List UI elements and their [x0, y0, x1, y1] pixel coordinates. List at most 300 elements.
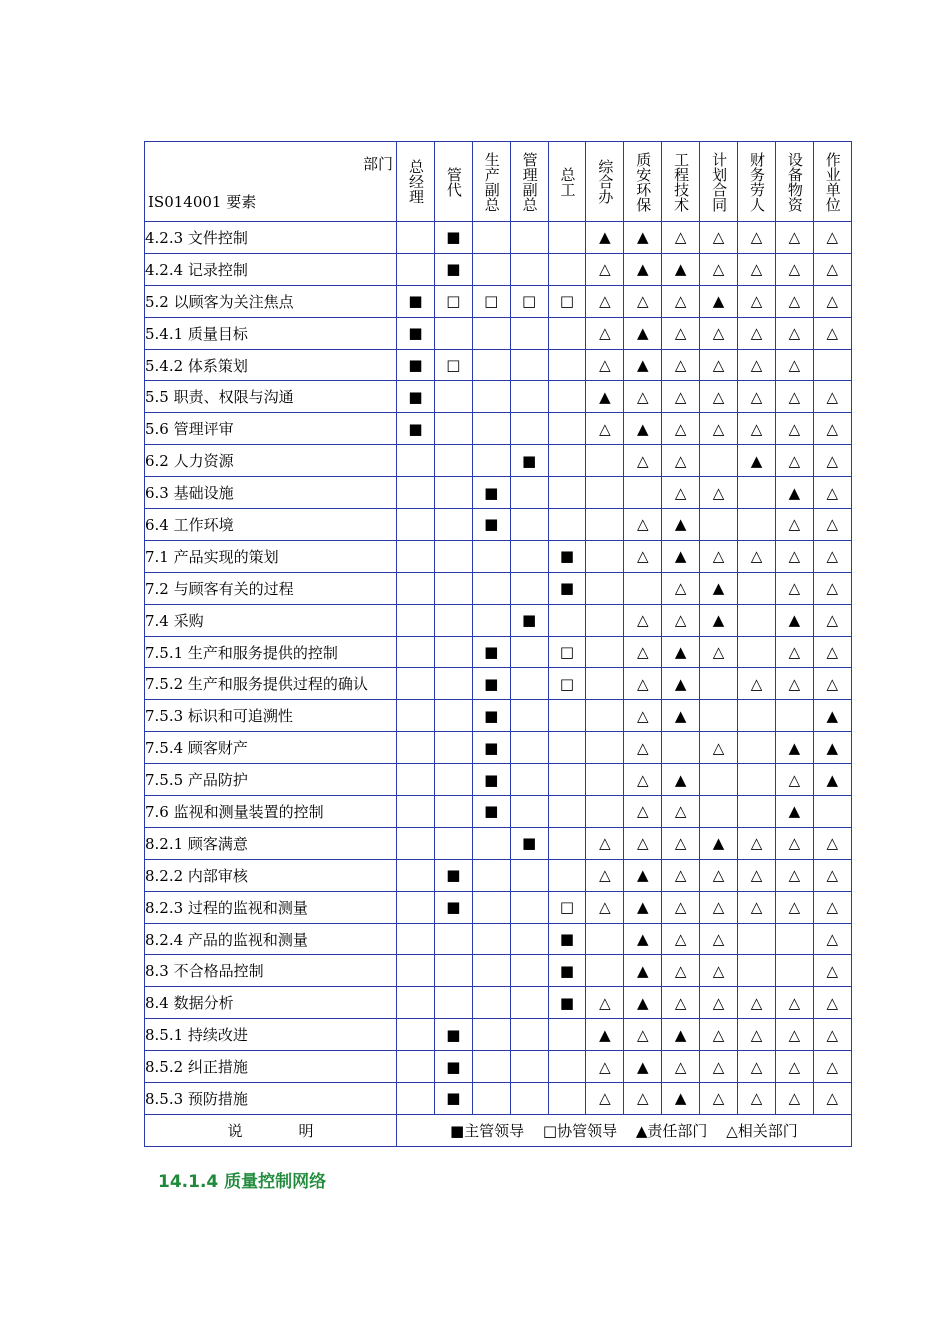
responsibility-mark-cell [548, 317, 586, 349]
table-row [145, 764, 852, 796]
responsibility-mark-cell [700, 796, 738, 828]
responsibility-mark-cell [397, 636, 435, 668]
responsibility-mark-cell: △ [775, 572, 813, 604]
responsibility-mark-cell: △ [700, 317, 738, 349]
responsibility-mark-cell: △ [775, 668, 813, 700]
responsibility-mark-cell [434, 540, 472, 572]
responsibility-mark-cell [472, 381, 510, 413]
responsibility-mark-cell: ▲ [624, 859, 662, 891]
responsibility-mark-cell: △ [813, 987, 851, 1019]
table-row [145, 1051, 852, 1083]
responsibility-mark-cell: ■ [510, 604, 548, 636]
responsibility-mark-cell: △ [700, 381, 738, 413]
responsibility-mark-cell: △ [738, 540, 776, 572]
responsibility-mark-cell [472, 1083, 510, 1115]
table-body [145, 222, 852, 1115]
responsibility-mark-cell: △ [738, 1083, 776, 1115]
responsibility-mark-cell: ▲ [662, 1019, 700, 1051]
responsibility-mark-cell: △ [813, 222, 851, 254]
responsibility-mark-cell: △ [738, 859, 776, 891]
department-name: 质安环保 [634, 151, 653, 212]
responsibility-mark-cell: △ [624, 540, 662, 572]
responsibility-mark-cell: △ [738, 317, 776, 349]
responsibility-mark-cell: △ [662, 891, 700, 923]
responsibility-mark-cell: □ [548, 668, 586, 700]
responsibility-mark-cell: △ [813, 509, 851, 541]
responsibility-mark-cell [813, 349, 851, 381]
responsibility-mark-cell [586, 955, 624, 987]
responsibility-mark-cell: ▲ [662, 700, 700, 732]
responsibility-mark-cell [510, 540, 548, 572]
department-name: 管理副总 [520, 151, 539, 212]
responsibility-mark-cell [738, 604, 776, 636]
responsibility-mark-cell: ▲ [624, 317, 662, 349]
responsibility-mark-cell: ■ [397, 349, 435, 381]
responsibility-mark-cell: △ [813, 477, 851, 509]
responsibility-mark-cell: △ [700, 732, 738, 764]
responsibility-mark-cell: ▲ [813, 732, 851, 764]
responsibility-mark-cell [775, 700, 813, 732]
responsibility-mark-cell: △ [738, 1051, 776, 1083]
table-row [145, 509, 852, 541]
responsibility-mark-cell: △ [813, 604, 851, 636]
responsibility-mark-cell [510, 796, 548, 828]
responsibility-mark-cell [548, 827, 586, 859]
responsibility-mark-cell [472, 604, 510, 636]
department-header-cell [434, 142, 472, 222]
responsibility-mark-cell: △ [700, 1019, 738, 1051]
responsibility-mark-cell: △ [738, 349, 776, 381]
responsibility-mark-cell [624, 477, 662, 509]
responsibility-mark-cell [434, 764, 472, 796]
responsibility-mark-cell: △ [775, 413, 813, 445]
responsibility-mark-cell [434, 604, 472, 636]
responsibility-mark-cell [510, 381, 548, 413]
table-row [145, 540, 852, 572]
responsibility-mark-cell [434, 700, 472, 732]
responsibility-mark-cell: △ [775, 381, 813, 413]
responsibility-mark-cell [397, 764, 435, 796]
element-name-cell: 8.2.4 产品的监视和测量 [145, 923, 397, 955]
responsibility-mark-cell [548, 1051, 586, 1083]
responsibility-mark-cell [510, 955, 548, 987]
responsibility-mark-cell: △ [624, 1019, 662, 1051]
responsibility-mark-cell [738, 700, 776, 732]
responsibility-mark-cell [586, 540, 624, 572]
responsibility-mark-cell: △ [813, 891, 851, 923]
table-row [145, 891, 852, 923]
responsibility-mark-cell [434, 572, 472, 604]
responsibility-mark-cell [397, 700, 435, 732]
element-name-cell: 4.2.3 文件控制 [145, 222, 397, 254]
responsibility-mark-cell: △ [662, 923, 700, 955]
responsibility-mark-cell: △ [586, 859, 624, 891]
element-name-cell: 7.5.1 生产和服务提供的控制 [145, 636, 397, 668]
responsibility-mark-cell [397, 1051, 435, 1083]
responsibility-mark-cell [738, 509, 776, 541]
responsibility-mark-cell: △ [662, 317, 700, 349]
department-name: 总经理 [406, 159, 425, 204]
responsibility-mark-cell [510, 349, 548, 381]
responsibility-mark-cell [700, 700, 738, 732]
responsibility-mark-cell: ▲ [775, 732, 813, 764]
responsibility-mark-cell: ▲ [624, 349, 662, 381]
department-header-cell [397, 142, 435, 222]
responsibility-mark-cell: △ [662, 987, 700, 1019]
table-row [145, 604, 852, 636]
department-header-cell [472, 142, 510, 222]
legend-main-leader: ■主管领导 [449, 1121, 525, 1140]
responsibility-mark-cell: △ [775, 891, 813, 923]
responsibility-mark-cell: △ [624, 764, 662, 796]
responsibility-mark-cell: △ [700, 636, 738, 668]
responsibility-mark-cell: ▲ [624, 413, 662, 445]
responsibility-mark-cell: △ [738, 413, 776, 445]
element-name-cell: 6.4 工作环境 [145, 509, 397, 541]
responsibility-mark-cell: △ [624, 1083, 662, 1115]
responsibility-mark-cell [738, 764, 776, 796]
responsibility-mark-cell: ■ [434, 1083, 472, 1115]
responsibility-mark-cell [397, 445, 435, 477]
responsibility-mark-cell [548, 349, 586, 381]
responsibility-mark-cell: ▲ [586, 222, 624, 254]
responsibility-mark-cell: △ [662, 349, 700, 381]
element-name-cell: 8.5.2 纠正措施 [145, 1051, 397, 1083]
department-name: 工程技术 [672, 151, 691, 212]
table-row [145, 317, 852, 349]
responsibility-mark-cell: ■ [434, 222, 472, 254]
table-row [145, 796, 852, 828]
responsibility-mark-cell [510, 1019, 548, 1051]
responsibility-mark-cell [472, 923, 510, 955]
responsibility-mark-cell [510, 891, 548, 923]
responsibility-mark-cell: △ [775, 445, 813, 477]
responsibility-mark-cell [738, 477, 776, 509]
responsibility-mark-cell: △ [586, 285, 624, 317]
responsibility-mark-cell: ■ [434, 891, 472, 923]
responsibility-mark-cell [397, 732, 435, 764]
responsibility-mark-cell [548, 477, 586, 509]
responsibility-mark-cell [738, 636, 776, 668]
responsibility-mark-cell: △ [700, 222, 738, 254]
responsibility-mark-cell: △ [775, 509, 813, 541]
department-header-cell [738, 142, 776, 222]
responsibility-mark-cell: △ [738, 285, 776, 317]
responsibility-mark-cell: △ [775, 987, 813, 1019]
department-header-cell [510, 142, 548, 222]
responsibility-mark-cell [397, 668, 435, 700]
responsibility-mark-cell [510, 477, 548, 509]
department-header-cell [662, 142, 700, 222]
element-name-cell: 7.5.2 生产和服务提供过程的确认 [145, 668, 397, 700]
responsibility-mark-cell: △ [700, 1083, 738, 1115]
responsibility-mark-cell: △ [813, 1083, 851, 1115]
responsibility-mark-cell [548, 700, 586, 732]
responsibility-mark-cell: ■ [472, 668, 510, 700]
element-axis-label: IS014001 要素 [148, 193, 257, 211]
responsibility-mark-cell [472, 572, 510, 604]
department-header-cell [624, 142, 662, 222]
responsibility-mark-cell [397, 604, 435, 636]
responsibility-mark-cell: ■ [434, 253, 472, 285]
table-row [145, 222, 852, 254]
responsibility-mark-cell: △ [624, 285, 662, 317]
responsibility-mark-cell: △ [700, 955, 738, 987]
responsibility-mark-cell [397, 955, 435, 987]
responsibility-mark-cell [548, 1083, 586, 1115]
responsibility-mark-cell [397, 477, 435, 509]
responsibility-mark-cell [434, 827, 472, 859]
responsibility-mark-cell [510, 923, 548, 955]
responsibility-mark-cell: △ [813, 668, 851, 700]
department-name: 总工 [558, 166, 577, 197]
responsibility-mark-cell [397, 987, 435, 1019]
responsibility-mark-cell [397, 222, 435, 254]
responsibility-mark-cell [434, 987, 472, 1019]
responsibility-mark-cell: △ [738, 1019, 776, 1051]
responsibility-mark-cell [434, 923, 472, 955]
responsibility-mark-cell: △ [775, 253, 813, 285]
responsibility-mark-cell [738, 955, 776, 987]
responsibility-mark-cell: △ [586, 827, 624, 859]
responsibility-mark-cell [700, 509, 738, 541]
element-name-cell: 5.6 管理评审 [145, 413, 397, 445]
responsibility-mark-cell: △ [700, 891, 738, 923]
responsibility-mark-cell: △ [624, 509, 662, 541]
responsibility-mark-cell: △ [813, 955, 851, 987]
responsibility-mark-cell: △ [624, 732, 662, 764]
table-row [145, 253, 852, 285]
department-name: 管代 [444, 166, 463, 197]
responsibility-mark-cell: △ [738, 222, 776, 254]
responsibility-mark-cell: ▲ [662, 509, 700, 541]
responsibility-mark-cell [586, 923, 624, 955]
responsibility-mark-cell: △ [813, 445, 851, 477]
responsibility-mark-cell [472, 413, 510, 445]
note-label-char: 说 [227, 1121, 243, 1140]
responsibility-mark-cell [472, 253, 510, 285]
table-row [145, 1083, 852, 1115]
responsibility-mark-cell [548, 1019, 586, 1051]
responsibility-mark-cell: ▲ [624, 1051, 662, 1083]
responsibility-mark-cell [586, 636, 624, 668]
element-name-cell: 6.3 基础设施 [145, 477, 397, 509]
responsibility-mark-cell: △ [738, 381, 776, 413]
responsibility-mark-cell [586, 700, 624, 732]
responsibility-mark-cell [586, 477, 624, 509]
responsibility-mark-cell [397, 827, 435, 859]
responsibility-mark-cell: ▲ [700, 285, 738, 317]
responsibility-mark-cell: ■ [472, 764, 510, 796]
responsibility-mark-cell [548, 253, 586, 285]
responsibility-mark-cell: ■ [397, 317, 435, 349]
legend-cell [397, 1114, 852, 1146]
responsibility-mark-cell: △ [813, 540, 851, 572]
responsibility-mark-cell [397, 891, 435, 923]
responsibility-mark-cell: △ [662, 572, 700, 604]
responsibility-mark-cell [738, 796, 776, 828]
legend-assist-leader: □协管领导 [542, 1121, 618, 1140]
responsibility-mark-cell: △ [700, 477, 738, 509]
responsibility-mark-cell: △ [775, 1083, 813, 1115]
responsibility-mark-cell: ■ [472, 796, 510, 828]
responsibility-mark-cell: △ [813, 413, 851, 445]
table-row [145, 413, 852, 445]
responsibility-mark-cell [472, 1051, 510, 1083]
responsibility-mark-cell [548, 796, 586, 828]
responsibility-mark-cell: △ [775, 1019, 813, 1051]
responsibility-mark-cell: △ [813, 636, 851, 668]
responsibility-mark-cell: □ [510, 285, 548, 317]
responsibility-mark-cell: ▲ [624, 253, 662, 285]
responsibility-mark-cell: △ [775, 285, 813, 317]
element-name-cell: 6.2 人力资源 [145, 445, 397, 477]
responsibility-mark-cell [472, 827, 510, 859]
section-heading: 14.1.4 质量控制网络 [158, 1172, 327, 1192]
responsibility-mark-cell: △ [662, 413, 700, 445]
responsibility-matrix-table [144, 141, 852, 1147]
responsibility-mark-cell [472, 349, 510, 381]
responsibility-mark-cell [586, 764, 624, 796]
responsibility-mark-cell [510, 636, 548, 668]
responsibility-mark-cell [586, 796, 624, 828]
responsibility-mark-cell [775, 955, 813, 987]
legend-responsible-dept: ▲责任部门 [635, 1121, 708, 1140]
responsibility-mark-cell: ■ [434, 859, 472, 891]
responsibility-mark-cell: △ [624, 636, 662, 668]
responsibility-mark-cell: ▲ [624, 955, 662, 987]
table-row [145, 732, 852, 764]
responsibility-mark-cell: ▲ [624, 891, 662, 923]
responsibility-mark-cell: ▲ [775, 796, 813, 828]
responsibility-mark-cell: ▲ [624, 987, 662, 1019]
responsibility-mark-cell: ▲ [662, 764, 700, 796]
responsibility-mark-cell: △ [700, 859, 738, 891]
responsibility-mark-cell: ▲ [586, 1019, 624, 1051]
table-row [145, 572, 852, 604]
responsibility-mark-cell: △ [662, 222, 700, 254]
responsibility-mark-cell: ▲ [775, 604, 813, 636]
responsibility-mark-cell: ■ [397, 413, 435, 445]
responsibility-mark-cell [510, 1083, 548, 1115]
responsibility-mark-cell: △ [662, 796, 700, 828]
responsibility-mark-cell: △ [662, 827, 700, 859]
responsibility-mark-cell [548, 604, 586, 636]
responsibility-mark-cell: △ [738, 253, 776, 285]
element-name-cell: 5.2 以顾客为关注焦点 [145, 285, 397, 317]
responsibility-mark-cell: ■ [510, 445, 548, 477]
table-row [145, 700, 852, 732]
responsibility-mark-cell [434, 413, 472, 445]
responsibility-mark-cell [510, 987, 548, 1019]
responsibility-mark-cell [510, 253, 548, 285]
responsibility-mark-cell: ■ [472, 732, 510, 764]
element-name-cell: 7.1 产品实现的策划 [145, 540, 397, 572]
responsibility-mark-cell [397, 572, 435, 604]
department-header-cell [813, 142, 851, 222]
department-name: 计划合同 [710, 151, 729, 212]
responsibility-mark-cell: ■ [472, 700, 510, 732]
responsibility-mark-cell: △ [738, 987, 776, 1019]
responsibility-mark-cell [775, 923, 813, 955]
responsibility-mark-cell: △ [700, 1051, 738, 1083]
element-name-cell: 5.5 职责、权限与沟通 [145, 381, 397, 413]
responsibility-mark-cell [472, 1019, 510, 1051]
corner-header-cell [145, 142, 397, 222]
responsibility-mark-cell [510, 1051, 548, 1083]
element-name-cell: 8.5.3 预防措施 [145, 1083, 397, 1115]
responsibility-mark-cell: ■ [472, 636, 510, 668]
responsibility-mark-cell: ▲ [700, 827, 738, 859]
responsibility-mark-cell [738, 923, 776, 955]
legend-related-dept: △相关部门 [726, 1121, 798, 1140]
responsibility-mark-cell: △ [700, 253, 738, 285]
responsibility-mark-cell: △ [700, 540, 738, 572]
responsibility-mark-cell: △ [700, 923, 738, 955]
responsibility-mark-cell: △ [700, 987, 738, 1019]
responsibility-mark-cell: □ [434, 285, 472, 317]
responsibility-mark-cell [397, 923, 435, 955]
responsibility-mark-cell [548, 732, 586, 764]
responsibility-mark-cell: ■ [434, 1051, 472, 1083]
responsibility-mark-cell: ■ [548, 572, 586, 604]
responsibility-mark-cell [586, 668, 624, 700]
responsibility-mark-cell: ■ [472, 509, 510, 541]
responsibility-mark-cell: △ [586, 317, 624, 349]
responsibility-mark-cell [397, 796, 435, 828]
responsibility-mark-cell [548, 222, 586, 254]
responsibility-mark-cell [700, 668, 738, 700]
responsibility-mark-cell [548, 764, 586, 796]
table-row [145, 987, 852, 1019]
element-name-cell: 8.4 数据分析 [145, 987, 397, 1019]
responsibility-mark-cell: △ [586, 1083, 624, 1115]
responsibility-mark-cell [472, 222, 510, 254]
element-name-cell: 7.5.3 标识和可追溯性 [145, 700, 397, 732]
responsibility-mark-cell: △ [738, 891, 776, 923]
responsibility-mark-cell: △ [813, 859, 851, 891]
responsibility-mark-cell: □ [548, 891, 586, 923]
responsibility-mark-cell [510, 700, 548, 732]
note-label-char: 明 [298, 1121, 314, 1140]
responsibility-mark-cell: ▲ [662, 1083, 700, 1115]
responsibility-mark-cell: □ [548, 285, 586, 317]
responsibility-mark-cell: ■ [548, 923, 586, 955]
responsibility-mark-cell: △ [624, 445, 662, 477]
responsibility-mark-cell: ■ [510, 827, 548, 859]
responsibility-mark-cell: ■ [548, 540, 586, 572]
responsibility-mark-cell [738, 732, 776, 764]
department-header-cell [548, 142, 586, 222]
responsibility-mark-cell: ■ [548, 955, 586, 987]
responsibility-mark-cell [472, 987, 510, 1019]
responsibility-mark-cell: △ [624, 700, 662, 732]
element-name-cell: 7.6 监视和测量装置的控制 [145, 796, 397, 828]
responsibility-mark-cell [434, 381, 472, 413]
department-name: 财务劳人 [747, 151, 766, 212]
responsibility-mark-cell: △ [775, 764, 813, 796]
responsibility-mark-cell: △ [813, 572, 851, 604]
responsibility-mark-cell: △ [775, 349, 813, 381]
responsibility-mark-cell [434, 732, 472, 764]
responsibility-mark-cell: ▲ [738, 445, 776, 477]
responsibility-mark-cell [472, 445, 510, 477]
responsibility-mark-cell: △ [813, 317, 851, 349]
responsibility-mark-cell: △ [624, 604, 662, 636]
responsibility-mark-cell: △ [586, 413, 624, 445]
table-row [145, 859, 852, 891]
responsibility-mark-cell [586, 604, 624, 636]
